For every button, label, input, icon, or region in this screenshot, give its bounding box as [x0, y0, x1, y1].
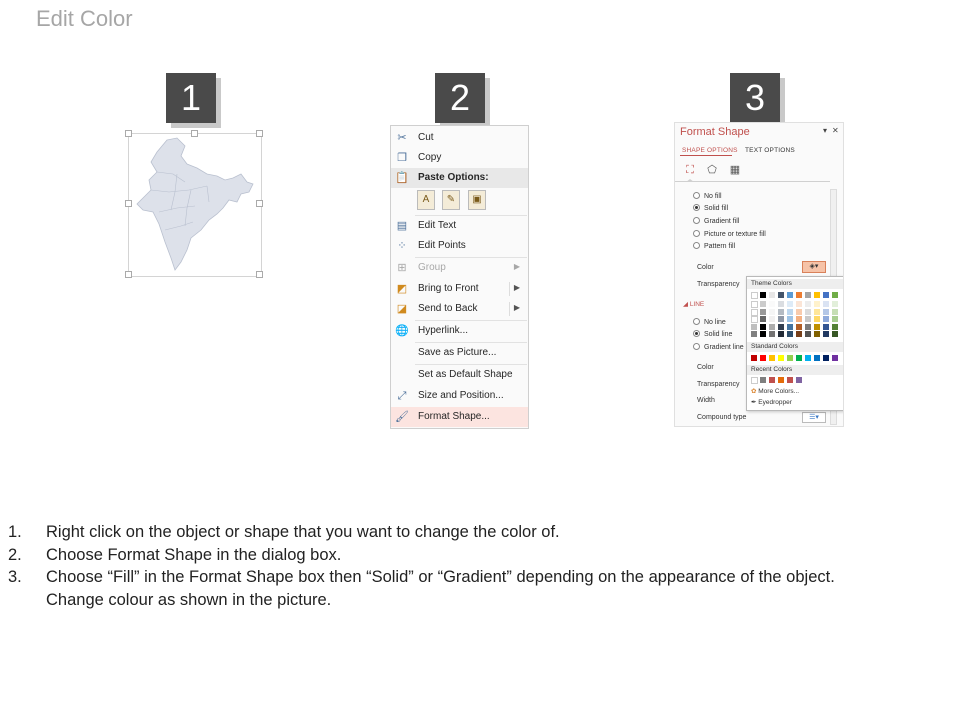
theme-color-swatch[interactable] [751, 331, 757, 337]
theme-color-swatch[interactable] [778, 301, 784, 307]
theme-color-swatch[interactable] [760, 324, 766, 330]
menu-item-edit-text[interactable]: ▤ Edit Text [396, 220, 457, 232]
paste-keep-source-icon[interactable]: A [417, 190, 435, 210]
menu-item-copy[interactable]: ❐ Copy [391, 148, 528, 168]
theme-color-swatch[interactable] [832, 324, 838, 330]
theme-color-swatch[interactable] [787, 316, 793, 322]
theme-color-swatch[interactable] [823, 301, 829, 307]
theme-color-swatch[interactable] [823, 309, 829, 315]
theme-color-swatch[interactable] [796, 309, 802, 315]
standard-color-swatch[interactable] [787, 355, 793, 361]
radio-gradient-fill[interactable]: Gradient fill [693, 217, 739, 225]
radio-solid-fill[interactable]: Solid fill [693, 204, 728, 212]
recent-color-swatch[interactable] [769, 377, 775, 383]
theme-color-swatch[interactable] [787, 292, 793, 298]
paste-icon: 📋 [395, 172, 409, 184]
submenu-arrow-icon[interactable]: ▶ [513, 303, 520, 312]
theme-color-swatch[interactable] [778, 331, 784, 337]
standard-colors-header: Standard Colors [747, 342, 843, 352]
theme-color-swatch[interactable] [832, 309, 838, 315]
theme-color-swatch[interactable] [787, 301, 793, 307]
theme-color-swatch[interactable] [796, 316, 802, 322]
theme-color-swatch[interactable] [778, 309, 784, 315]
points-icon: ⁘ [397, 240, 407, 252]
radio-gradient-line[interactable]: Gradient line [693, 343, 744, 351]
theme-color-swatch[interactable] [769, 331, 775, 337]
standard-color-swatch[interactable] [778, 355, 784, 361]
theme-color-swatch[interactable] [805, 324, 811, 330]
theme-color-swatch[interactable] [796, 301, 802, 307]
step-badge-3: 3 [730, 73, 780, 123]
theme-color-swatch[interactable] [769, 324, 775, 330]
theme-color-swatch[interactable] [832, 316, 838, 322]
theme-color-swatch[interactable] [769, 309, 775, 315]
theme-color-swatch[interactable] [796, 324, 802, 330]
tab-text-options[interactable]: TEXT OPTIONS [745, 147, 795, 154]
resize-handle-top-left[interactable] [125, 130, 132, 137]
theme-color-swatch[interactable] [787, 324, 793, 330]
size-position-icon: ⤢ [397, 390, 407, 402]
theme-color-swatch[interactable] [805, 301, 811, 307]
close-icon[interactable]: ✕ [832, 126, 839, 135]
theme-color-swatch[interactable] [760, 331, 766, 337]
menu-item-save-as-picture[interactable]: Save as Picture... [418, 347, 497, 358]
menu-paste-options-header: 📋 Paste Options: [391, 168, 528, 188]
line-width-label: Width [697, 397, 715, 404]
line-transparency-label: Transparency [697, 381, 740, 388]
radio-pattern-fill[interactable]: Pattern fill [693, 242, 735, 250]
resize-handle-bottom-right[interactable] [256, 271, 263, 278]
menu-item-size-and-position[interactable]: ⤢ Size and Position... [391, 386, 528, 406]
pane-options-chevron-icon[interactable]: ▾ [823, 126, 828, 135]
compound-type-label: Compound type [697, 414, 747, 421]
india-map-image [129, 134, 261, 276]
theme-color-swatch[interactable] [787, 309, 793, 315]
theme-color-swatch[interactable] [832, 331, 838, 337]
radio-picture-fill[interactable]: Picture or texture fill [693, 230, 766, 238]
bring-front-icon: ◩ [396, 283, 408, 295]
theme-color-swatch[interactable] [832, 301, 838, 307]
text-box-icon: ▤ [396, 220, 408, 232]
menu-item-hyperlink[interactable]: 🌐 Hyperlink... [395, 325, 469, 337]
menu-item-format-shape[interactable]: 🖌 Format Shape... [391, 407, 528, 427]
theme-color-swatch[interactable] [778, 324, 784, 330]
color-picker-popup [746, 276, 844, 411]
theme-color-swatch[interactable] [796, 292, 802, 298]
theme-colors-header: Theme Colors [747, 279, 843, 289]
size-properties-icon[interactable]: ▦ [729, 164, 741, 176]
fill-transparency-label: Transparency [697, 281, 740, 288]
resize-handle-right[interactable] [256, 200, 263, 207]
fill-line-icon[interactable]: ⛶ [686, 164, 694, 176]
resize-handle-bottom-left[interactable] [125, 271, 132, 278]
theme-color-swatch[interactable] [769, 301, 775, 307]
step-badge-1: 1 [166, 73, 216, 123]
eyedropper-icon: ✒ [751, 399, 757, 406]
menu-item-edit-points[interactable]: ⁘ Edit Points [391, 236, 528, 256]
theme-color-swatch[interactable] [814, 324, 820, 330]
menu-item-set-default-shape[interactable]: Set as Default Shape [418, 369, 513, 380]
resize-handle-left[interactable] [125, 200, 132, 207]
theme-color-swatch[interactable] [751, 292, 758, 299]
theme-color-swatch[interactable] [751, 309, 758, 316]
globe-link-icon: 🌐 [395, 325, 409, 337]
theme-color-swatch[interactable] [760, 309, 766, 315]
standard-color-swatch[interactable] [814, 355, 820, 361]
color-wheel-icon: ✿ [751, 388, 757, 395]
theme-color-swatch[interactable] [796, 331, 802, 337]
paste-merge-format-icon[interactable]: ✎ [442, 190, 460, 210]
menu-item-bring-to-front[interactable]: ◩ Bring to Front ▶ [396, 283, 520, 295]
theme-color-swatch[interactable] [814, 331, 820, 337]
format-shape-pane [674, 122, 844, 427]
theme-color-swatch[interactable] [787, 331, 793, 337]
standard-color-swatch[interactable] [823, 355, 829, 361]
slide-title: Edit Color [36, 6, 133, 31]
compound-type-dropdown[interactable]: ☰▾ [802, 412, 826, 423]
line-section-header[interactable]: ◢ LINE [683, 301, 705, 308]
radio-solid-line[interactable]: Solid line [693, 330, 732, 338]
theme-color-swatch[interactable] [823, 316, 829, 322]
more-colors-item[interactable]: ✿ More Colors... [751, 388, 800, 395]
fill-color-dropdown[interactable]: ◈▾ [802, 261, 826, 273]
menu-item-send-to-back[interactable]: ◪ Send to Back ▶ [396, 303, 520, 315]
copy-icon: ❐ [397, 152, 407, 164]
selected-map-shape[interactable] [128, 133, 262, 277]
theme-color-swatch[interactable] [832, 292, 838, 298]
theme-color-swatch[interactable] [805, 292, 811, 298]
paint-brush-icon: 🖌 [395, 411, 409, 423]
theme-color-swatch[interactable] [823, 292, 829, 298]
recent-color-swatch[interactable] [778, 377, 784, 383]
resize-handle-top-right[interactable] [256, 130, 263, 137]
radio-no-fill[interactable]: No fill [693, 192, 722, 200]
standard-color-swatch[interactable] [751, 355, 757, 361]
fill-color-label: Color [697, 264, 714, 271]
theme-color-swatch[interactable] [778, 316, 784, 322]
standard-color-swatch[interactable] [805, 355, 811, 361]
theme-color-swatch[interactable] [814, 316, 820, 322]
pane-title: Format Shape [680, 126, 750, 138]
radio-no-line[interactable]: No line [693, 318, 726, 326]
effects-pentagon-icon[interactable]: ⬠ [707, 164, 717, 176]
theme-color-swatch[interactable] [814, 301, 820, 307]
menu-item-cut[interactable]: ✂ Cut [391, 128, 528, 148]
theme-color-swatch[interactable] [760, 316, 766, 322]
group-icon: ⊞ [397, 262, 407, 274]
recent-colors-header: Recent Colors [747, 365, 843, 375]
paste-picture-icon[interactable]: ▣ [468, 190, 486, 210]
step-badge-2: 2 [435, 73, 485, 123]
tab-shape-options[interactable]: SHAPE OPTIONS [682, 147, 738, 154]
theme-color-swatch[interactable] [823, 331, 829, 337]
standard-color-swatch[interactable] [769, 355, 775, 361]
theme-color-swatch[interactable] [805, 309, 811, 315]
context-menu [390, 125, 529, 429]
theme-color-swatch[interactable] [814, 292, 820, 298]
theme-color-swatch[interactable] [751, 301, 758, 308]
recent-color-swatch[interactable] [751, 377, 758, 384]
scissors-icon: ✂ [397, 132, 407, 144]
theme-color-swatch[interactable] [760, 301, 766, 307]
theme-color-swatch[interactable] [751, 324, 757, 330]
submenu-arrow-icon[interactable]: ▶ [513, 283, 520, 292]
standard-color-swatch[interactable] [760, 355, 766, 361]
theme-color-swatch[interactable] [805, 331, 811, 337]
theme-color-swatch[interactable] [805, 316, 811, 322]
eyedropper-item[interactable]: ✒ Eyedropper [751, 399, 792, 406]
submenu-arrow-icon: ▶ [513, 262, 520, 271]
theme-color-swatch[interactable] [778, 292, 784, 298]
recent-color-swatch[interactable] [787, 377, 793, 383]
theme-color-swatch[interactable] [823, 324, 829, 330]
standard-color-swatch[interactable] [796, 355, 802, 361]
theme-color-swatch[interactable] [769, 316, 775, 322]
theme-color-swatch[interactable] [814, 309, 820, 315]
recent-color-swatch[interactable] [796, 377, 802, 383]
menu-item-group: ⊞ Group ▶ [391, 258, 528, 278]
recent-color-swatch[interactable] [760, 377, 766, 383]
theme-color-swatch[interactable] [769, 292, 775, 298]
theme-color-swatch[interactable] [751, 316, 758, 323]
send-back-icon: ◪ [396, 303, 408, 315]
theme-color-swatch[interactable] [760, 292, 766, 298]
standard-color-swatch[interactable] [832, 355, 838, 361]
line-color-label: Color [697, 364, 714, 371]
resize-handle-top[interactable] [191, 130, 198, 137]
